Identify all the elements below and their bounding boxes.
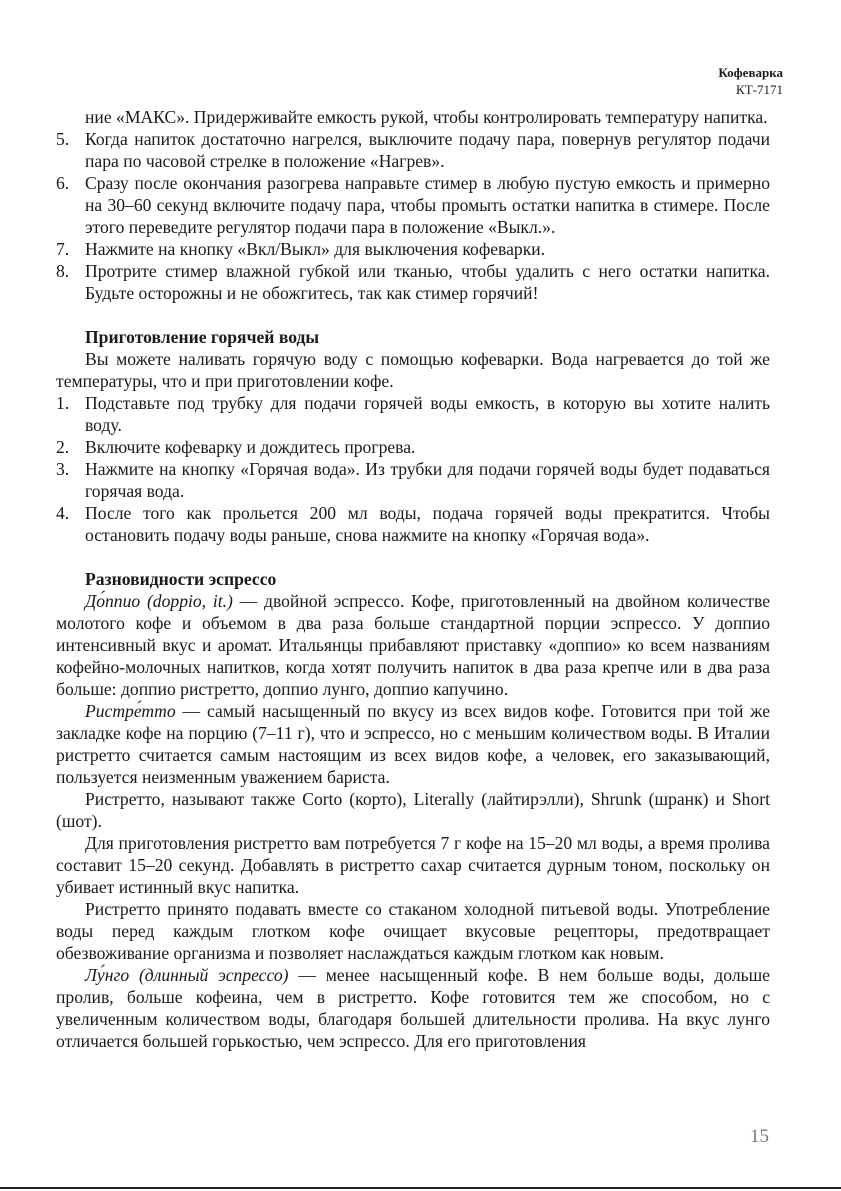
list-number: 1. xyxy=(56,393,70,413)
header-model: КТ-7171 xyxy=(736,82,783,97)
ristretto-names-paragraph: Ристретто, называют также Corto (корто), Literally (лайтирэлли), Shrunk (шранк) и Short (шот). xyxy=(56,789,770,831)
list-number: 5. xyxy=(56,129,70,149)
doppio-term: До́ппио (doppio, it.) xyxy=(85,591,233,611)
list-item xyxy=(56,502,770,546)
page-content xyxy=(56,106,770,1052)
list-text: Подставьте под трубку для подачи горячей воды емкость, в которую вы хотите налить воду. xyxy=(85,393,770,435)
list-text: Сразу после окончания разогрева направьте стимер в любую пустую емкость и примерно на 30–60 секунд включите подачу пара, чтобы промыть остатки напитка в стимере. После этого переведите регулятор подачи пара в положение «Выкл.». xyxy=(85,173,770,237)
hot-water-heading: Приготовление горячей воды xyxy=(85,327,320,347)
list-text: Включите кофеварку и дождитесь прогрева. xyxy=(85,437,416,457)
steam-steps-list xyxy=(56,128,770,304)
doppio-paragraph xyxy=(56,590,770,700)
list-number: 8. xyxy=(56,261,70,281)
header-title: Кофеварка xyxy=(718,65,783,80)
list-text: Протрите стимер влажной губкой или тканью, чтобы удалить с него остатки напитка. Будьте осторожны и не обожгитесь, так как стимер горячий! xyxy=(85,261,770,303)
lungo-term: Лу́нго (длинный эспрессо) xyxy=(85,965,289,985)
page-number: 15 xyxy=(750,1126,769,1147)
espresso-heading: Разновидности эспрессо xyxy=(85,569,277,589)
ristretto-prep-paragraph: Для приготовления ристретто вам потребуется 7 г кофе на 15–20 мл воды, а время пролива составит 15–20 секунд. Добавлять в ристретто сахар считается дурным тоном, поскольку он убивает истинный вкус напитка. xyxy=(56,833,770,897)
list-item xyxy=(56,260,770,304)
list-number: 2. xyxy=(56,437,70,457)
ristretto-text: — самый насыщенный по вкусу из всех видов кофе. Готовится при той же закладке кофе на порцию (7–11 г), что и эспрессо, но с меньшим количеством воды. В Италии ристретто считается самым настоящим из всех видов кофе, а человек, его заказывающий, пользуется неизменным уважением бариста. xyxy=(56,701,770,787)
intro-continuation: ние «МАКС». Придерживайте емкость рукой, чтобы контролировать температуру напитка. xyxy=(85,107,768,127)
list-text: После того как прольется 200 мл воды, подача горячей воды прекратится. Чтобы остановить подачу воды раньше, снова нажмите на кнопку «Горячая вода». xyxy=(85,503,770,545)
list-text: Нажмите на кнопку «Горячая вода». Из трубки для подачи горячей воды будет подаваться горячая вода. xyxy=(85,459,770,501)
hot-water-intro: Вы можете наливать горячую воду с помощью кофеварки. Вода нагревается до той же температуры, что и при приготовлении кофе. xyxy=(56,349,770,391)
lungo-text: — менее насыщенный кофе. В нем больше воды, дольше пролив, больше кофеина, чем в ристретто. Кофе готовится тем же способом, но с увеличенным количеством воды, благодаря большей длительности пролива. На вкус лунго отличается большей горькостью, чем эспрессо. Для его приготовления xyxy=(56,965,770,1051)
hot-water-steps-list xyxy=(56,392,770,546)
list-item xyxy=(56,128,770,172)
list-item xyxy=(56,172,770,238)
list-number: 6. xyxy=(56,173,70,193)
list-item xyxy=(56,458,770,502)
page-bottom-rule xyxy=(0,1187,841,1189)
list-number: 3. xyxy=(56,459,70,479)
ristretto-paragraph xyxy=(56,700,770,788)
list-item xyxy=(56,238,770,260)
lungo-paragraph xyxy=(56,964,770,1052)
ristretto-water-paragraph: Ристретто принято подавать вместе со стаканом холодной питьевой воды. Употребление воды перед каждым глотком кофе очищает вкусовые рецепторы, предотвращает обезвоживание организма и позволяет наслаждаться каждым глотком как новым. xyxy=(56,899,770,963)
list-number: 4. xyxy=(56,503,70,523)
page-header xyxy=(718,64,783,98)
list-item xyxy=(56,392,770,436)
list-text: Нажмите на кнопку «Вкл/Выкл» для выключения кофеварки. xyxy=(85,239,546,259)
doppio-text: — двойной эспрессо. Кофе, приготовленный на двойном количестве молотого кофе и объемом в два раза больше стандартной порции эспрессо. У доппио интенсивный вкус и аромат. Итальянцы прибавляют приставку «доппио» ко всем названиям кофейно-молочных напитков, когда хотят получить напиток в два раза крепче или в два раза больше: доппио ристретто, доппио лунго, доппио капучино. xyxy=(56,591,771,699)
list-item xyxy=(56,436,770,458)
ristretto-term: Ристре́тто xyxy=(85,701,176,721)
list-number: 7. xyxy=(56,239,70,259)
list-text: Когда напиток достаточно нагрелся, выключите подачу пара, повернув регулятор подачи пара по часовой стрелке в положение «Нагрев». xyxy=(85,129,770,171)
